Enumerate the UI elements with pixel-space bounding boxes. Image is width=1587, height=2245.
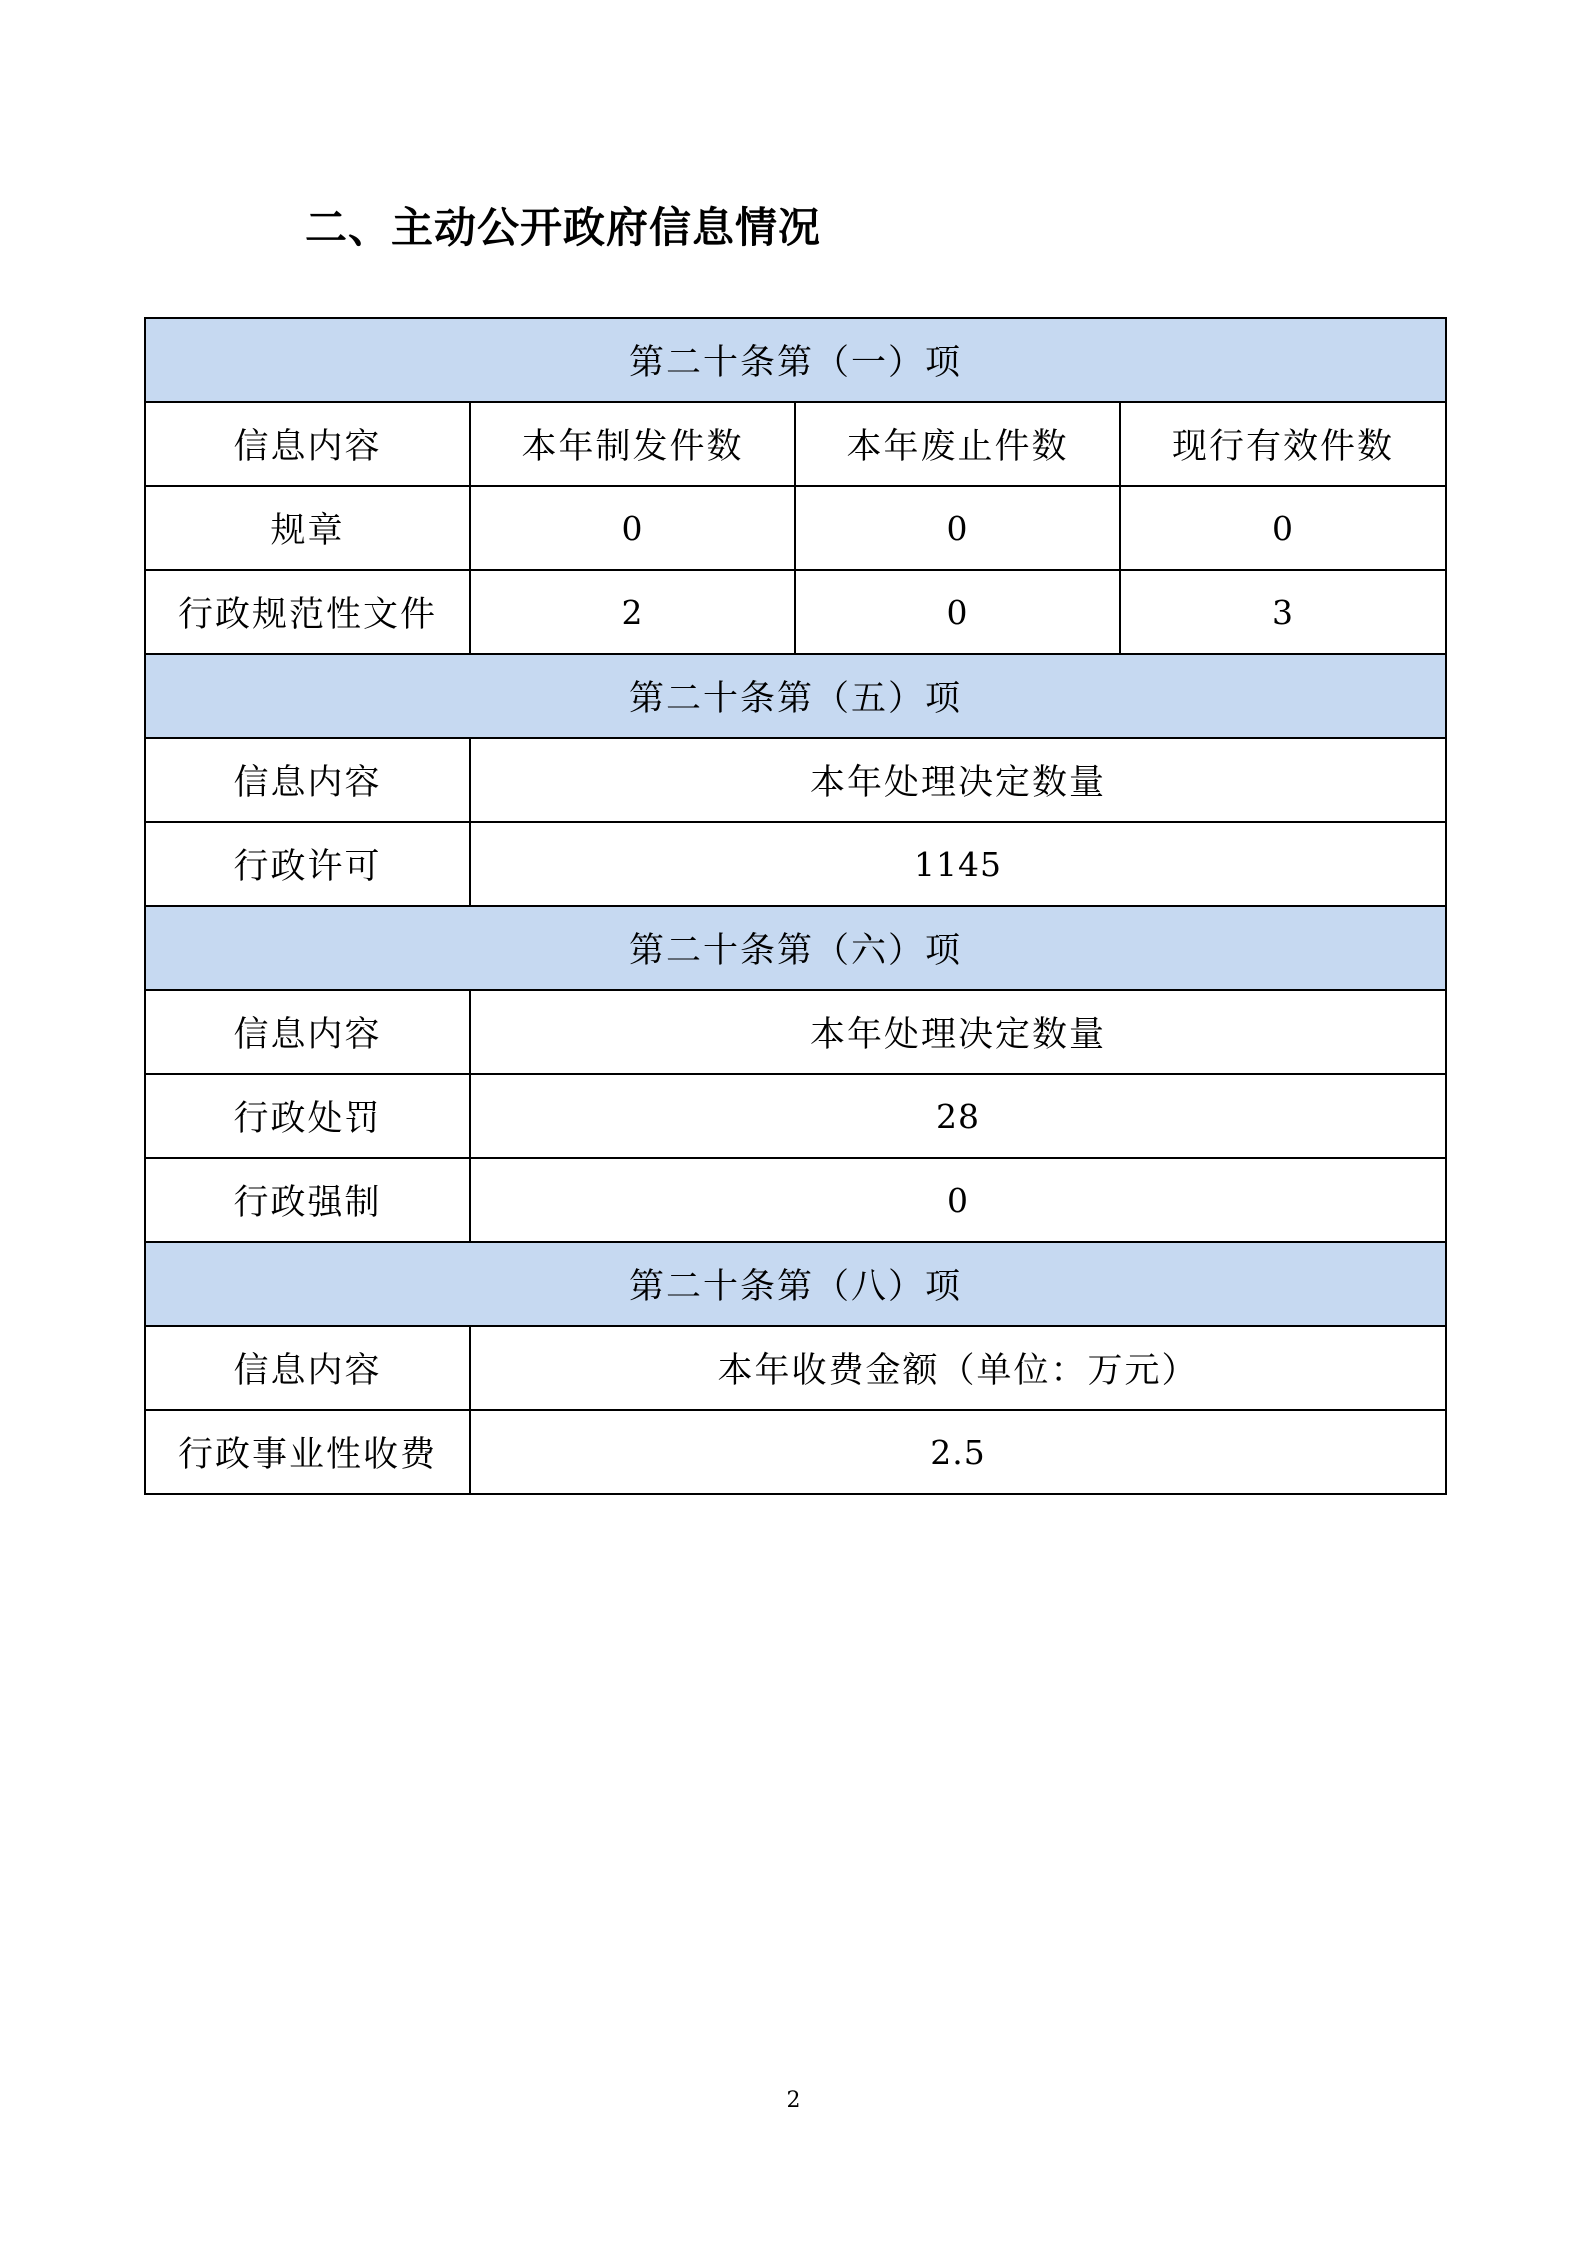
fee-amount: 2.5 [470,1410,1446,1494]
decision-count: 0 [470,1158,1446,1242]
table-row [145,1158,1446,1242]
row-label: 行政处罚 [145,1074,470,1158]
column-header-content: 信息内容 [145,990,470,1074]
row-label: 行政规范性文件 [145,570,470,654]
section-header-6: 第二十条第（六）项 [145,906,1446,990]
issued-count: 2 [470,570,795,654]
page-title: 二、主动公开政府信息情况 [305,203,822,252]
section-header-5: 第二十条第（五）项 [145,654,1446,738]
column-header-decisions: 本年处理决定数量 [470,990,1446,1074]
section-header-row [145,906,1446,990]
section-header-row [145,318,1446,402]
column-header-valid: 现行有效件数 [1120,402,1446,486]
section-header-row [145,654,1446,738]
section-header-row [145,1242,1446,1326]
column-header-row [145,1326,1446,1410]
decision-count: 28 [470,1074,1446,1158]
column-header-abolished: 本年废止件数 [795,402,1120,486]
column-header-content: 信息内容 [145,1326,470,1410]
row-label: 行政许可 [145,822,470,906]
disclosure-table [144,317,1447,1495]
row-label: 行政事业性收费 [145,1410,470,1494]
abolished-count: 0 [795,570,1120,654]
column-header-row [145,402,1446,486]
column-header-content: 信息内容 [145,738,470,822]
row-label: 行政强制 [145,1158,470,1242]
column-header-decisions: 本年处理决定数量 [470,738,1446,822]
column-header-row [145,990,1446,1074]
table-row [145,486,1446,570]
section-header-1: 第二十条第（一）项 [145,318,1446,402]
table-row [145,822,1446,906]
table-row [145,1074,1446,1158]
valid-count: 0 [1120,486,1446,570]
valid-count: 3 [1120,570,1446,654]
section-header-8: 第二十条第（八）项 [145,1242,1446,1326]
column-header-content: 信息内容 [145,402,470,486]
column-header-fee-amount: 本年收费金额（单位：万元） [470,1326,1446,1410]
column-header-row [145,738,1446,822]
issued-count: 0 [470,486,795,570]
table-row [145,570,1446,654]
column-header-issued: 本年制发件数 [470,402,795,486]
page-number: 2 [786,2088,801,2113]
decision-count: 1145 [470,822,1446,906]
table-row [145,1410,1446,1494]
abolished-count: 0 [795,486,1120,570]
row-label: 规章 [145,486,470,570]
